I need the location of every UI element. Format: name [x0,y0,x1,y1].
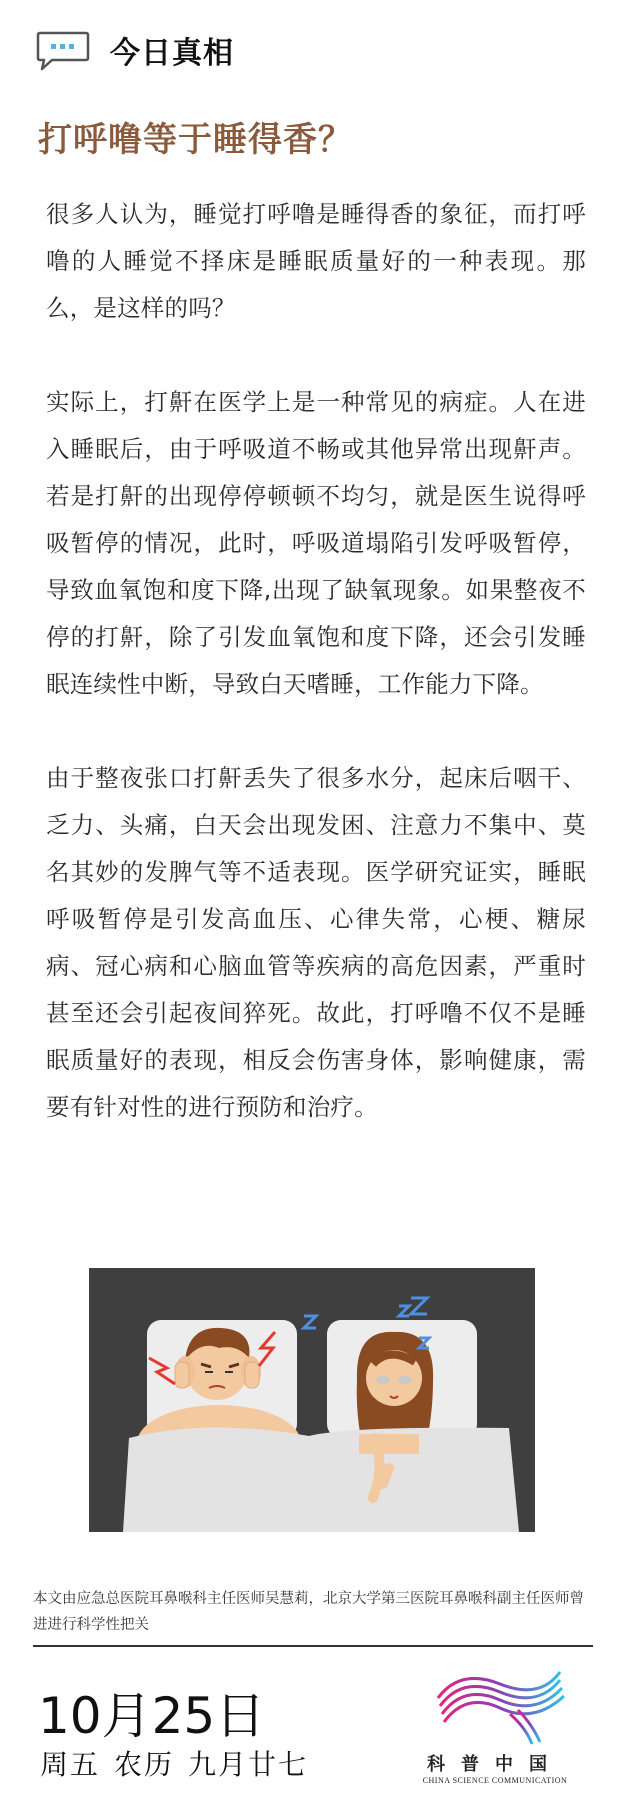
date-sub [40,1743,322,1783]
logo-text-cn: 科普中国 [427,1754,563,1775]
paragraph: 很多人认为，睡觉打呼噜是睡得香的象征，而打呼噜的人睡觉不择床是睡眠质量好的一种表现。那么，是这样的吗？ [46,200,586,322]
logo-mark-icon [400,1664,590,1748]
lunar-date: 九月廿七 [188,1748,309,1781]
article-title: 打呼噜等于睡得香？ [38,120,353,160]
chat-bubble-icon [36,30,90,70]
paragraph: 由于整夜张口打鼾丢失了很多水分，起床后咽干、乏力、头痛，白天会出现发困、注意力不集中、莫名其妙的发脾气等不适表现。医学研究证实，睡眠呼吸暂停是引发高血压、心律失常，心梗、糖尿病、冠心病和心脑血管等疾病的高危因素，严重时甚至还会引起夜间猝死。故此，打呼噜不仅不是睡眠质量好的表现，相反会伤害身体，影响健康，需要有针对性的进行预防和治疗。 [46,764,586,1121]
kepu-china-logo [400,1664,590,1790]
weekday: 周五 [40,1748,101,1781]
header [36,28,234,72]
logo-text-en: CHINA SCIENCE COMMUNICATION [422,1776,568,1785]
credit-note: 本文由应急总医院耳鼻喉科主任医师吴慧莉，北京大学第三医院耳鼻喉科副主任医师曾进进行科学性把关 [33,1591,584,1633]
snoring-couple-illustration [89,1268,535,1532]
article-body [46,191,586,1178]
section-title: 今日真相 [110,36,234,71]
divider [33,1645,593,1647]
lunar-label: 农历 [114,1748,175,1781]
paragraph: 实际上，打鼾在医学上是一种常见的病症。人在进入睡眠后，由于呼吸道不畅或其他异常出现鼾声。若是打鼾的出现停停顿顿不均匀，就是医生说得呼吸暂停的情况，此时，呼吸道塌陷引发呼吸暂停，导致血氧饱和度下降,出现了缺氧现象。如果整夜不停的打鼾，除了引发血氧饱和度下降，还会引发睡眠连续性中断，导致白天嗜睡，工作能力下降。 [46,388,586,698]
date-main: 10月25日 [38,1687,266,1745]
